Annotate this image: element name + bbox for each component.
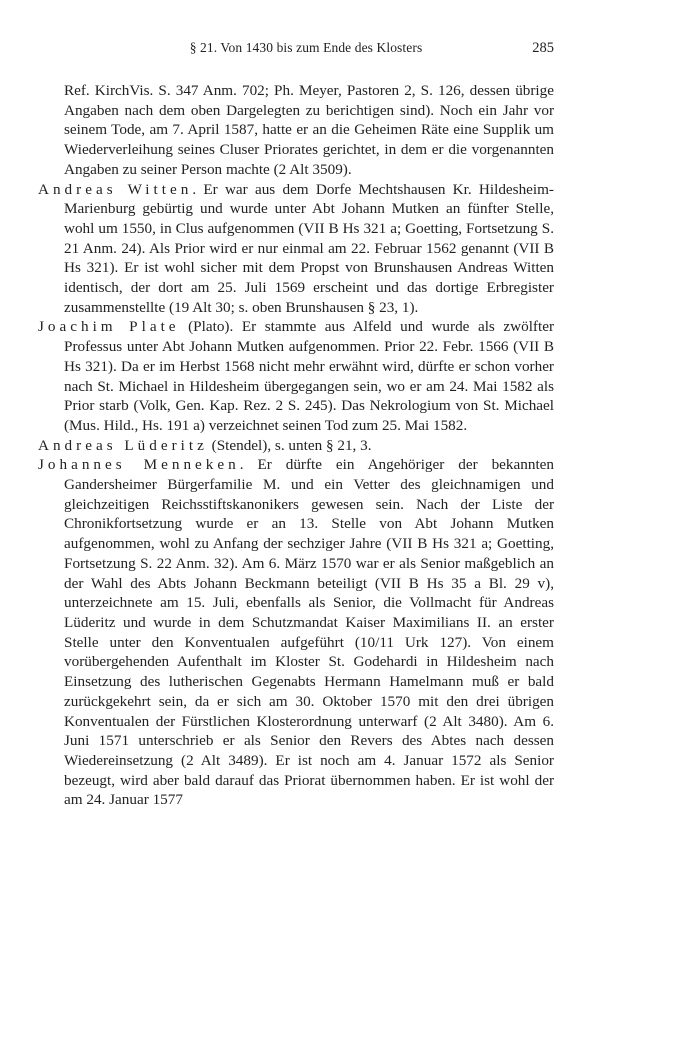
- entry-text: . Er war aus dem Dorfe Mechtshausen Kr. Hildesheim-Marienburg gebürtig und wurde unter Abt Johann Mutken an fünfter Stelle, wohl um 1550, in Clus aufgenommen (VII B Hs 321 a; Goetting, Fortsetzung S. 21 Anm. 24). Als Prior wird er nur einmal am 22. Februar 1562 genannt (VII B Hs 321). Er ist wohl sicher mit dem Propst von Brunshausen Andreas Witten identisch, der dort am 25. Juli 1569 erscheint und das dortige Erbregister zusammenstellte (19 Alt 30; s. oben Brunshausen § 23, 1).: [64, 180, 554, 316]
- page-number: 285: [532, 40, 554, 56]
- entry-name: Joachim Plate: [38, 318, 180, 336]
- entry-andreas-witten: [38, 180, 554, 318]
- running-header: [38, 40, 554, 62]
- entry-name: Johannes Menneken: [38, 456, 240, 474]
- entry-joachim-plate: [38, 317, 554, 435]
- entry-andreas-luederitz: [38, 436, 554, 456]
- entry-johannes-menneken: [38, 455, 554, 810]
- entry-text: (Plato). Er stammte aus Alfeld und wurde als zwölfter Professus unter Abt Johann Mutken aufgenommen. Prior 22. Febr. 1566 (VII B Hs 321). Da er im Herbst 1568 nicht mehr erwähnt wird, dürfte er schon vorher nach St. Michael in Hildesheim übergegangen sein, wo er am 24. Mai 1582 als Prior starb (Volk, Gen. Kap. Rez. 2 S. 245). Das Nekrologium von St. Michael (Mus. Hild., Hs. 191 a) verzeichnet seinen Tod zum 25. Mai 1582.: [64, 318, 555, 434]
- document-page: [38, 40, 554, 810]
- entry-text: (Stendel), s. unten § 21, 3.: [207, 436, 372, 454]
- entry-name: Andreas Lüderitz: [38, 436, 208, 454]
- entry-name: Andreas Witten: [38, 180, 193, 198]
- entry-text: Ref. KirchVis. S. 347 Anm. 702; Ph. Meyer, Pastoren 2, S. 126, dessen übrige Angaben nach dem oben Dargelegten zu berichtigen sind). Noch ein Jahr vor seinem Tode, am 7. April 1587, hatte er an die Geheimen Räte eine Supplik um Wiederverleihung seines Cluser Priorates gerichtet, in dem er die vorgenannten Angaben zu seiner Person machte (2 Alt 3509).: [64, 82, 554, 178]
- body-text: [38, 81, 554, 810]
- entry-text: . Er dürfte ein Angehöriger der bekannten Gandersheimer Bürgerfamilie M. und ein Vetter des gleichnamigen und gleichzeitigen Reichsstiftskanonikers gewesen sein. Nach der Liste der Chronikfortsetzung wurde er an 13. Stelle von Abt Johann Mutken aufgenommen, wohl zu Anfang der sechziger Jahre (VII B Hs 321 a; Goetting, Fortsetzung S. 22 Anm. 32). Am 6. März 1570 war er als Senior maßgeblich an der Wahl des Abts Johann Beckmann beteiligt (VII B Hs 35 a Bl. 29 v), unterzeichnete am 15. Juli, ebenfalls als Senior, die Vollmacht für Andreas Lüderitz und wurde in dem Schutzmandat Kaiser Maximilians II. an erster Stelle unter den Konventualen aufgeführt (10/11 Urk 127). Von einem vorübergehenden Aufenthalt im Kloster St. Godehardi in Hildesheim nach Einsetzung des lutherischen Gegenabts Hermann Hamelmann muß er bald zurückgekehrt sein, da er sich am 30. Oktober 1570 mit den drei übrigen Konventualen der Fürstlichen Klosterordnung unterwarf (2 Alt 3480). Am 6. Juni 1571 unterschrieb er als Senior den Revers des Abtes nach dessen Wiedereinsetzung (2 Alt 3489). Er ist noch am 4. Januar 1572 als Senior bezeugt, wird aber bald darauf das Priorat übernommen haben. Er ist wohl der am 24. Januar 1577: [64, 456, 554, 809]
- header-title: § 21. Von 1430 bis zum Ende des Klosters: [189, 40, 423, 55]
- entry-continuation: [38, 81, 554, 180]
